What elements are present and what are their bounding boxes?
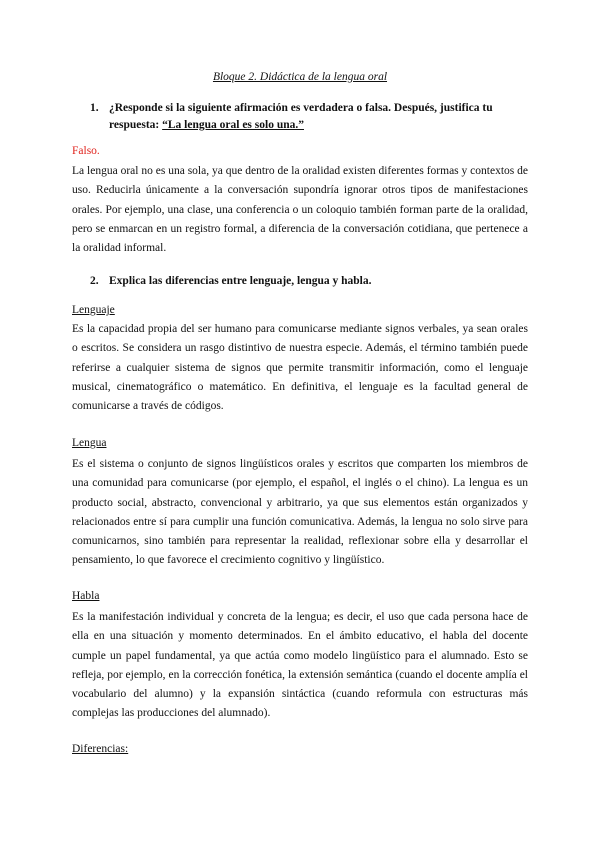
question-1-quote: “La lengua oral es solo una.”	[162, 119, 304, 131]
answer-1-label: Falso.	[72, 145, 100, 157]
section-paragraph-lengua: Es el sistema o conjunto de signos lingüísticos orales y escritos que comparten los miembros de una comunidad para comunicarse (por ejemplo, el español, el inglés o el chino). La lengua es un producto social, abstracto, convencional y arbitrario, ya que sus elementos están organizados y relacionados entre sí para cumplir una función comunicativa. Además, la lengua no solo sirve para comunicarnos, sino también para representar la realidad, reflexionar sobre ella y desarrollar el pensamiento, lo que favorece el crecimiento cognitivo y lingüístico.	[72, 458, 528, 567]
answer-1-paragraph: La lengua oral no es una sola, ya que dentro de la oralidad existen diferentes formas y contextos de uso. Reducirla únicamente a la conversación supondría ignorar otros tipos de manifestaciones orales. Por ejemplo, una clase, una conferencia o un coloquio también forman parte de la oralidad, pero se enmarcan en un registro formal, a diferencia de la conversación cotidiana, que pertenece a la oralidad informal.	[72, 165, 528, 255]
section-paragraph-habla: Es la manifestación individual y concreta de la lengua; es decir, el uso que cada persona hace de ella en una situación y momento determinados. En el ámbito educativo, el habla del docente cumple un papel fundamental, ya que actúa como modelo lingüístico para el alumnado. Esto se refleja, por ejemplo, en la corrección fonética, la extensión semántica (cuando el docente amplía el vocabulario del alumno) y la expansión sintáctica (cuando reformula con estructuras más complejas las producciones del alumnado).	[72, 611, 528, 720]
question-1-text	[109, 100, 529, 134]
section-heading-lenguaje: Lenguaje	[72, 304, 115, 316]
question-2	[90, 273, 530, 291]
question-1	[90, 100, 530, 136]
document-title: Bloque 2. Didáctica de la lengua oral	[212, 71, 388, 83]
question-2-number: 2.	[90, 275, 99, 287]
question-2-text: Explica las diferencias entre lenguaje, lengua y habla.	[109, 275, 372, 287]
section-heading-habla: Habla	[72, 590, 100, 602]
section-paragraph-lenguaje: Es la capacidad propia del ser humano para comunicarse mediante signos verbales, ya sean orales o escritos. Se considera un rasgo distintivo de nuestra especie. Además, el término también puede referirse a cualquier sistema de signos que permite transmitir información, como el lenguaje musical, cinematográfico o matemático. En definitiva, el lenguaje es la facultad general de comunicarse a través de códigos.	[72, 323, 528, 413]
question-1-number: 1.	[90, 102, 99, 114]
question-1-prompt: ¿Responde si la siguiente afirmación es verdadera o falsa. Después, justifica tu respuesta:	[109, 102, 493, 131]
section-heading-diferencias: Diferencias:	[72, 743, 129, 755]
section-heading-lengua: Lengua	[72, 437, 107, 449]
